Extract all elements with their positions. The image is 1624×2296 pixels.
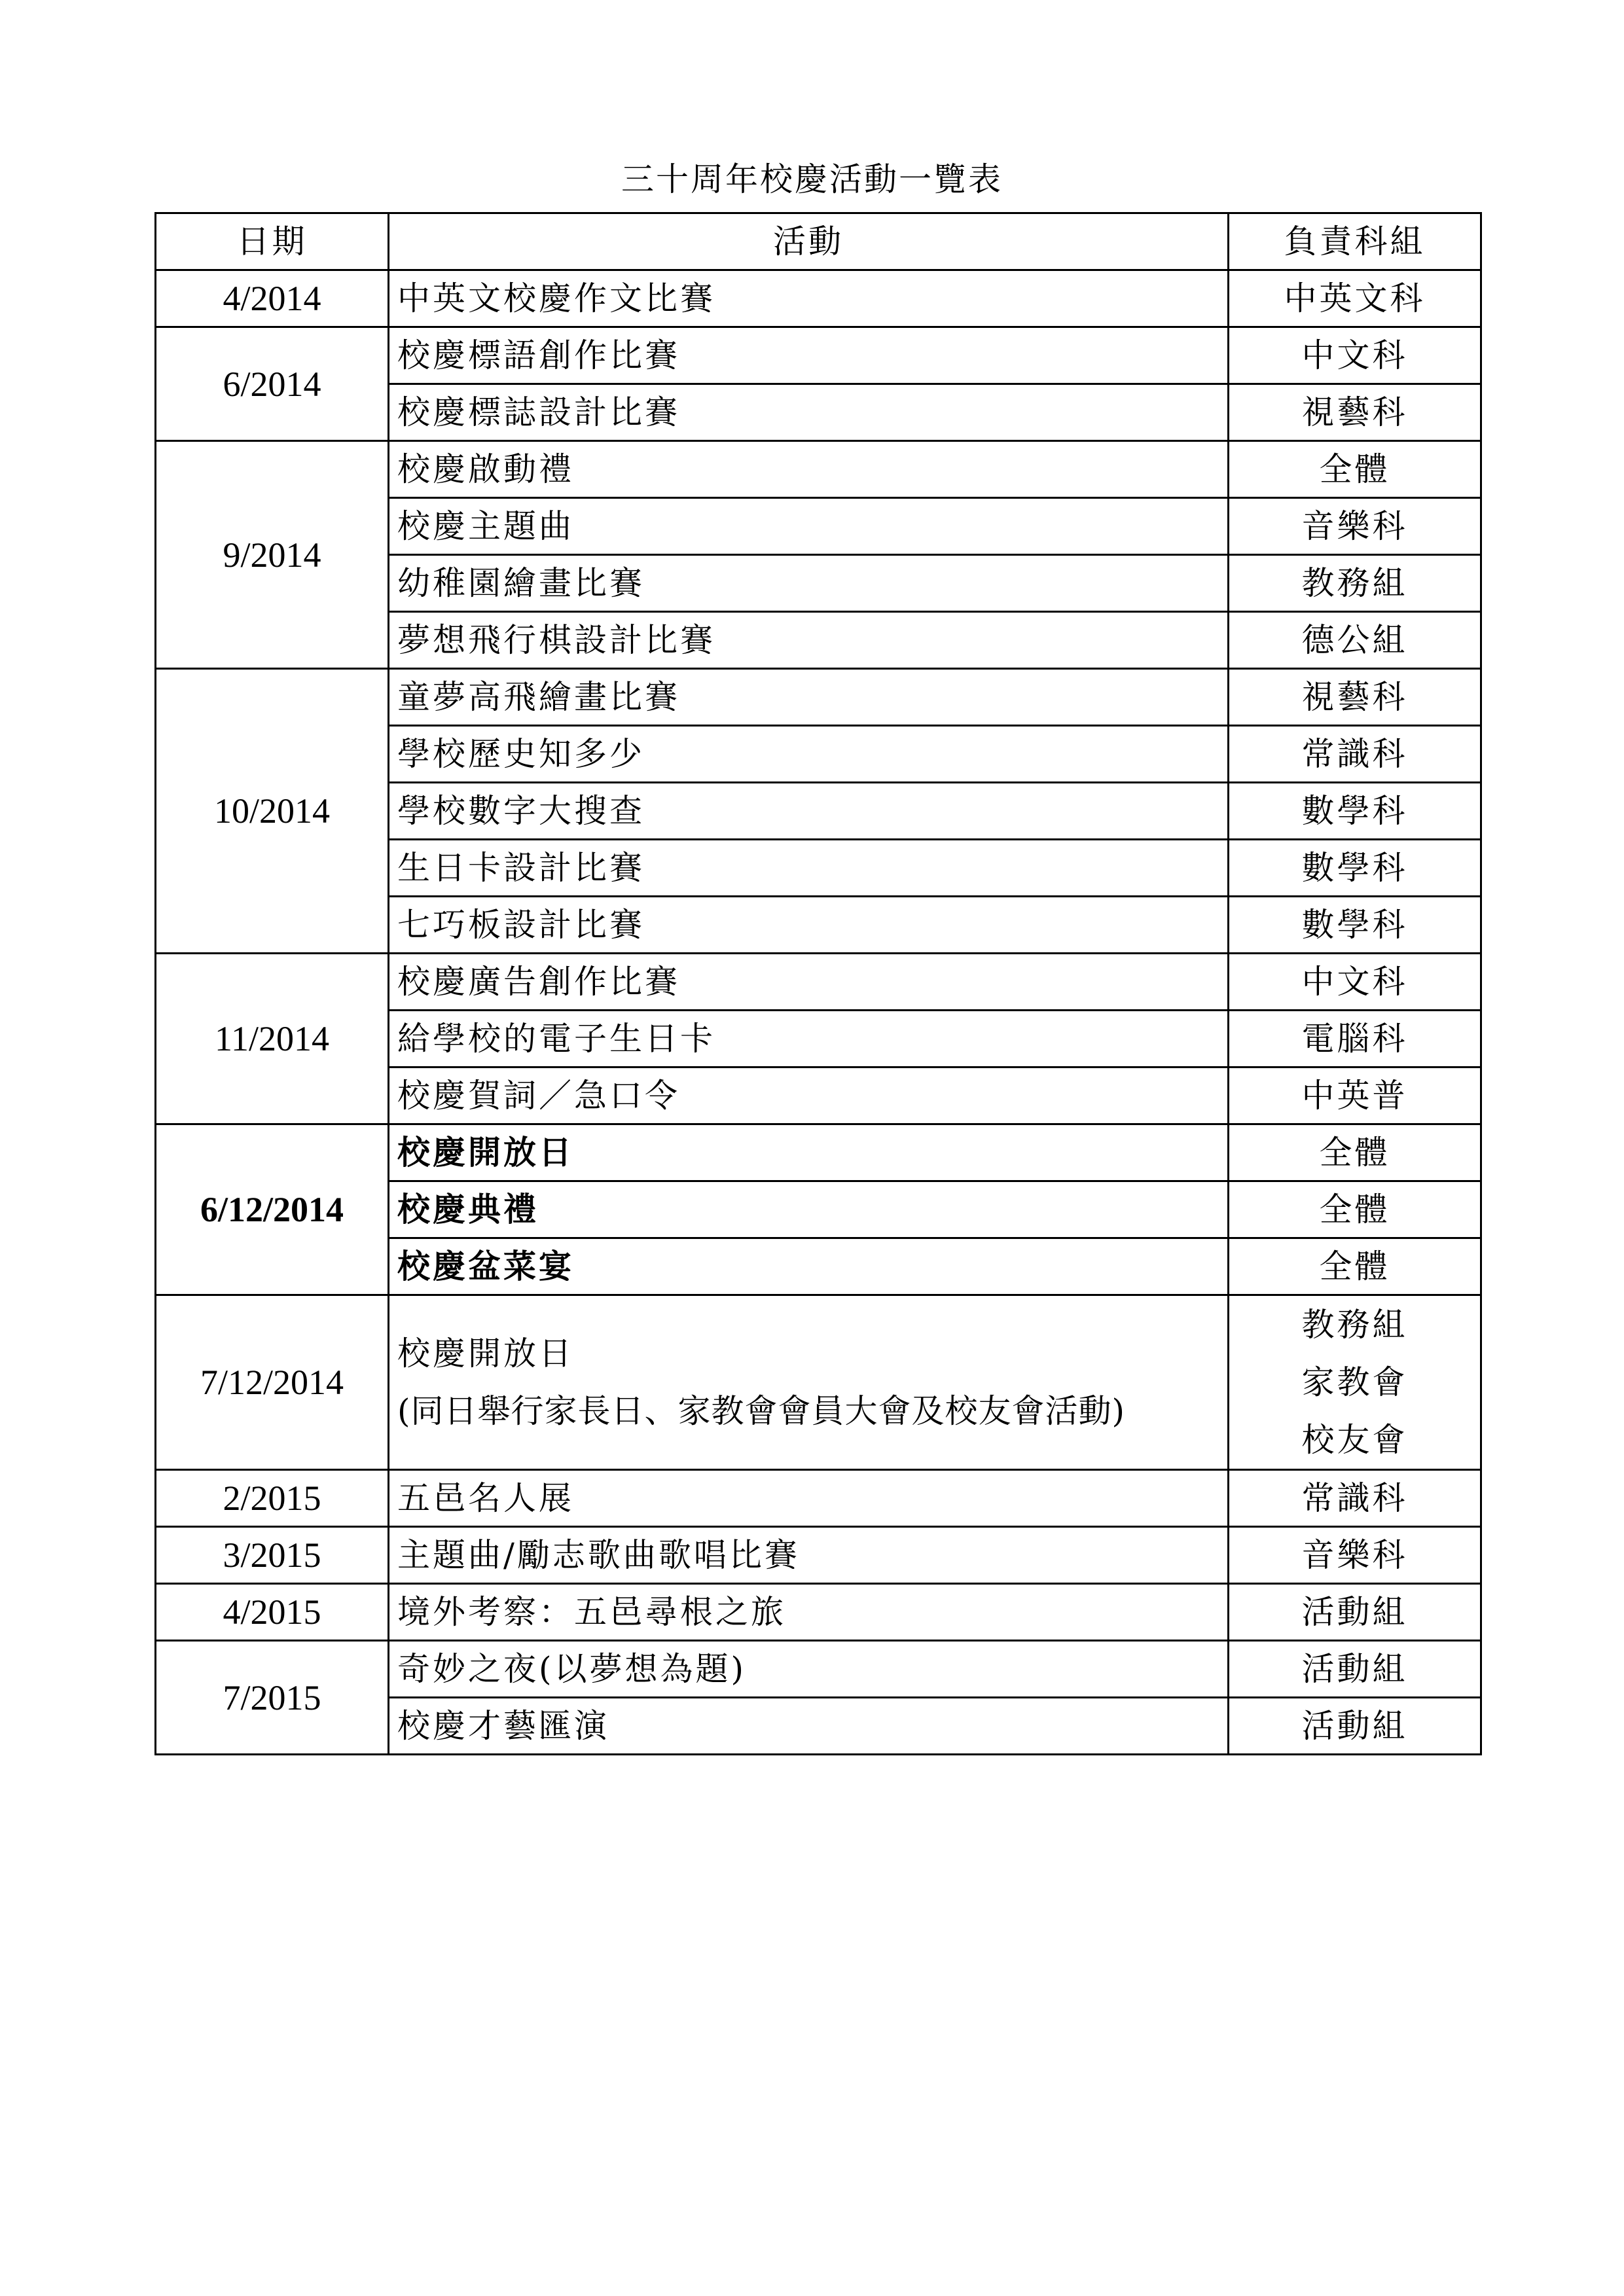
activity-cell: 給學校的電子生日卡	[389, 1011, 1229, 1067]
department-cell: 中英文科	[1229, 270, 1481, 327]
activity-line: 校慶開放日	[397, 1335, 574, 1372]
table-row	[156, 327, 1481, 384]
department-cell: 音樂科	[1229, 498, 1481, 555]
activity-cell: 校慶標語創作比賽	[389, 327, 1229, 384]
table-row	[156, 1641, 1481, 1698]
table-row	[156, 669, 1481, 726]
department-line: 校友會	[1301, 1421, 1408, 1459]
department-cell: 全體	[1229, 1124, 1481, 1181]
date-cell: 4/2015	[156, 1584, 389, 1641]
department-cell: 活動組	[1229, 1641, 1481, 1698]
activity-note: (同日舉行家長日、家教會會員大會及校友會活動)	[397, 1392, 1126, 1430]
date-cell: 6/2014	[156, 327, 389, 441]
activity-cell: 學校歷史知多少	[389, 726, 1229, 783]
date-cell: 10/2014	[156, 669, 389, 954]
activity-cell: 校慶啟動禮	[389, 441, 1229, 498]
activity-cell: 境外考察：五邑尋根之旅	[389, 1584, 1229, 1641]
department-cell: 中英普	[1229, 1067, 1481, 1124]
activity-cell: 校慶典禮	[389, 1181, 1229, 1238]
header-date: 日期	[156, 213, 389, 270]
department-line: 教務組	[1301, 1306, 1408, 1344]
date-cell: 7/2015	[156, 1641, 389, 1755]
department-cell: 視藝科	[1229, 384, 1481, 441]
table-row	[156, 954, 1481, 1011]
date-cell: 4/2014	[156, 270, 389, 327]
department-cell: 視藝科	[1229, 669, 1481, 726]
department-cell: 中文科	[1229, 327, 1481, 384]
table-header-row	[156, 213, 1481, 270]
department-cell: 常識科	[1229, 1470, 1481, 1527]
table-row	[156, 1527, 1481, 1584]
activity-cell: 校慶廣告創作比賽	[389, 954, 1229, 1011]
department-cell: 活動組	[1229, 1698, 1481, 1755]
table-row	[156, 1584, 1481, 1641]
department-cell: 常識科	[1229, 726, 1481, 783]
department-cell: 全體	[1229, 441, 1481, 498]
activity-cell: 主題曲/勵志歌曲歌唱比賽	[389, 1527, 1229, 1584]
activity-schedule-table	[154, 212, 1482, 1755]
header-activity: 活動	[389, 213, 1229, 270]
date-cell: 9/2014	[156, 441, 389, 669]
date-cell: 6/12/2014	[156, 1124, 389, 1295]
activity-cell: 奇妙之夜(以夢想為題)	[389, 1641, 1229, 1698]
department-cell	[1229, 1295, 1481, 1470]
table-row	[156, 270, 1481, 327]
table-row	[156, 1470, 1481, 1527]
activity-cell: 夢想飛行棋設計比賽	[389, 612, 1229, 669]
activity-cell: 校慶賀詞／急口令	[389, 1067, 1229, 1124]
date-cell: 3/2015	[156, 1527, 389, 1584]
table-row	[156, 1295, 1481, 1470]
activity-cell: 幼稚園繪畫比賽	[389, 555, 1229, 612]
department-line: 家教會	[1301, 1363, 1408, 1401]
table-row	[156, 441, 1481, 498]
activity-cell	[389, 1295, 1229, 1470]
activity-cell: 童夢高飛繪畫比賽	[389, 669, 1229, 726]
date-cell: 2/2015	[156, 1470, 389, 1527]
department-cell: 教務組	[1229, 555, 1481, 612]
department-cell: 全體	[1229, 1238, 1481, 1295]
department-cell: 活動組	[1229, 1584, 1481, 1641]
department-cell: 數學科	[1229, 783, 1481, 840]
activity-cell: 校慶主題曲	[389, 498, 1229, 555]
department-cell: 數學科	[1229, 840, 1481, 897]
activity-cell: 學校數字大搜查	[389, 783, 1229, 840]
activity-cell: 生日卡設計比賽	[389, 840, 1229, 897]
header-department: 負責科組	[1229, 213, 1481, 270]
date-cell: 7/12/2014	[156, 1295, 389, 1470]
table-row	[156, 1124, 1481, 1181]
activity-cell: 五邑名人展	[389, 1470, 1229, 1527]
activity-cell: 七巧板設計比賽	[389, 897, 1229, 954]
activity-cell: 中英文校慶作文比賽	[389, 270, 1229, 327]
activity-cell: 校慶盆菜宴	[389, 1238, 1229, 1295]
department-cell: 德公組	[1229, 612, 1481, 669]
department-cell: 電腦科	[1229, 1011, 1481, 1067]
department-cell: 全體	[1229, 1181, 1481, 1238]
department-cell: 音樂科	[1229, 1527, 1481, 1584]
activity-cell: 校慶開放日	[389, 1124, 1229, 1181]
activity-cell: 校慶標誌設計比賽	[389, 384, 1229, 441]
activity-cell: 校慶才藝匯演	[389, 1698, 1229, 1755]
document-title: 三十周年校慶活動一覽表	[621, 160, 1003, 198]
department-cell: 數學科	[1229, 897, 1481, 954]
date-cell: 11/2014	[156, 954, 389, 1124]
department-cell: 中文科	[1229, 954, 1481, 1011]
